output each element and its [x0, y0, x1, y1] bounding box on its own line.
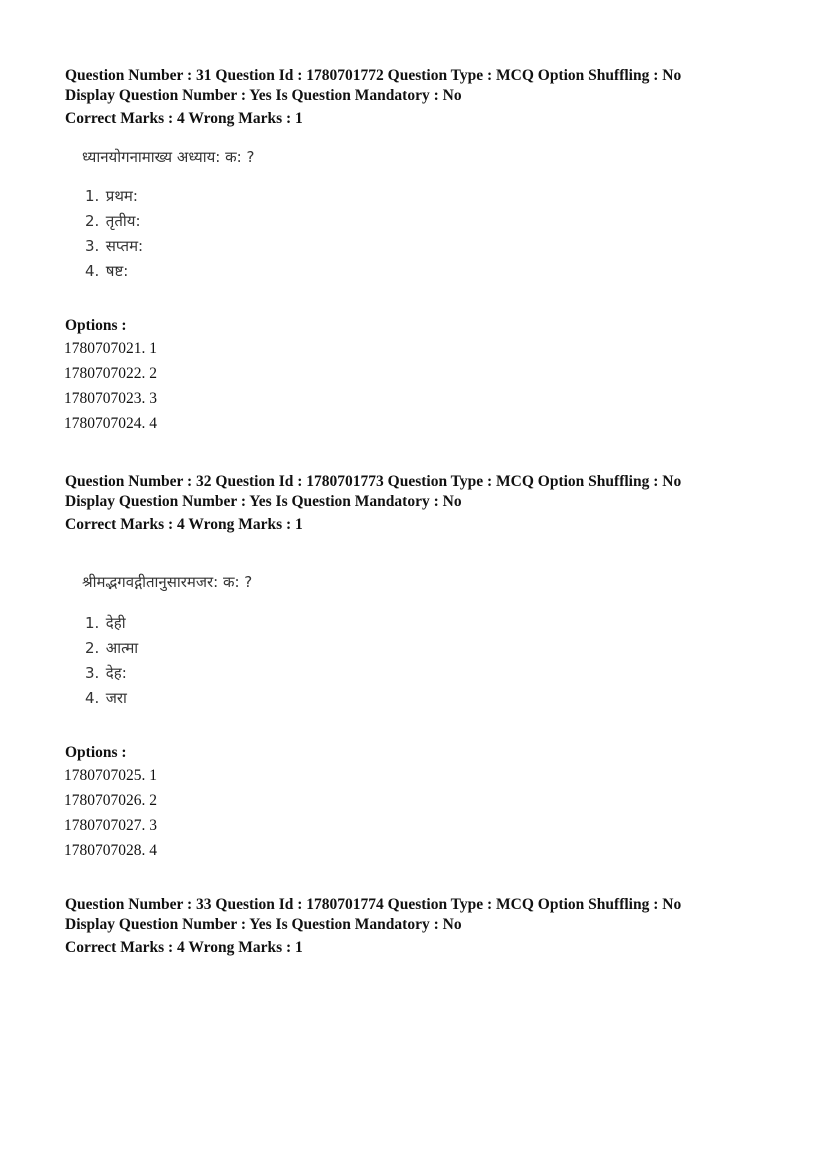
answer-choice: 3. देह:	[85, 664, 127, 682]
question-block-32	[65, 472, 765, 863]
answer-choice: 2. आत्मा	[85, 639, 139, 657]
question-text: श्रीमद्भगवद्गीतानुसारमजर: क: ?	[82, 573, 253, 591]
option-id-line: 1780707024. 4	[64, 415, 157, 432]
question-header-line-2: Display Question Number : Yes Is Question Mandatory : No	[65, 916, 462, 933]
answer-choice: 4. जरा	[85, 689, 127, 707]
option-id-line: 1780707022. 2	[64, 365, 157, 382]
option-id-line: 1780707023. 3	[64, 390, 157, 407]
answer-choices	[85, 611, 765, 711]
option-id-line: 1780707025. 1	[64, 767, 157, 784]
question-header-line-2: Display Question Number : Yes Is Question Mandatory : No	[65, 493, 462, 510]
question-block-33	[65, 895, 765, 958]
question-block-31	[65, 66, 765, 436]
answer-choice: 3. सप्तम:	[85, 237, 144, 255]
question-text: ध्यानयोगनामाख्य अध्याय: क: ?	[82, 148, 255, 166]
marks-line: Correct Marks : 4 Wrong Marks : 1	[65, 110, 303, 127]
answer-choice: 1. प्रथम:	[85, 187, 138, 205]
option-id-line: 1780707021. 1	[64, 340, 157, 357]
marks-line: Correct Marks : 4 Wrong Marks : 1	[65, 516, 303, 533]
option-id-line: 1780707028. 4	[64, 842, 157, 859]
question-header-line-1: Question Number : 32 Question Id : 1780701773 Question Type : MCQ Option Shuffling : No	[65, 473, 682, 490]
question-header-line-1: Question Number : 33 Question Id : 1780701774 Question Type : MCQ Option Shuffling : No	[65, 896, 682, 913]
marks-line: Correct Marks : 4 Wrong Marks : 1	[65, 939, 303, 956]
answer-choice: 4. षष्ट:	[85, 262, 129, 280]
options-heading: Options :	[65, 317, 127, 334]
answer-choices	[85, 184, 765, 284]
answer-choice: 1. देही	[85, 614, 126, 632]
options-heading: Options :	[65, 744, 127, 761]
question-header-line-1: Question Number : 31 Question Id : 1780701772 Question Type : MCQ Option Shuffling : No	[65, 67, 682, 84]
option-id-line: 1780707026. 2	[64, 792, 157, 809]
option-id-line: 1780707027. 3	[64, 817, 157, 834]
question-header-line-2: Display Question Number : Yes Is Question Mandatory : No	[65, 87, 462, 104]
answer-choice: 2. तृतीय:	[85, 212, 141, 230]
